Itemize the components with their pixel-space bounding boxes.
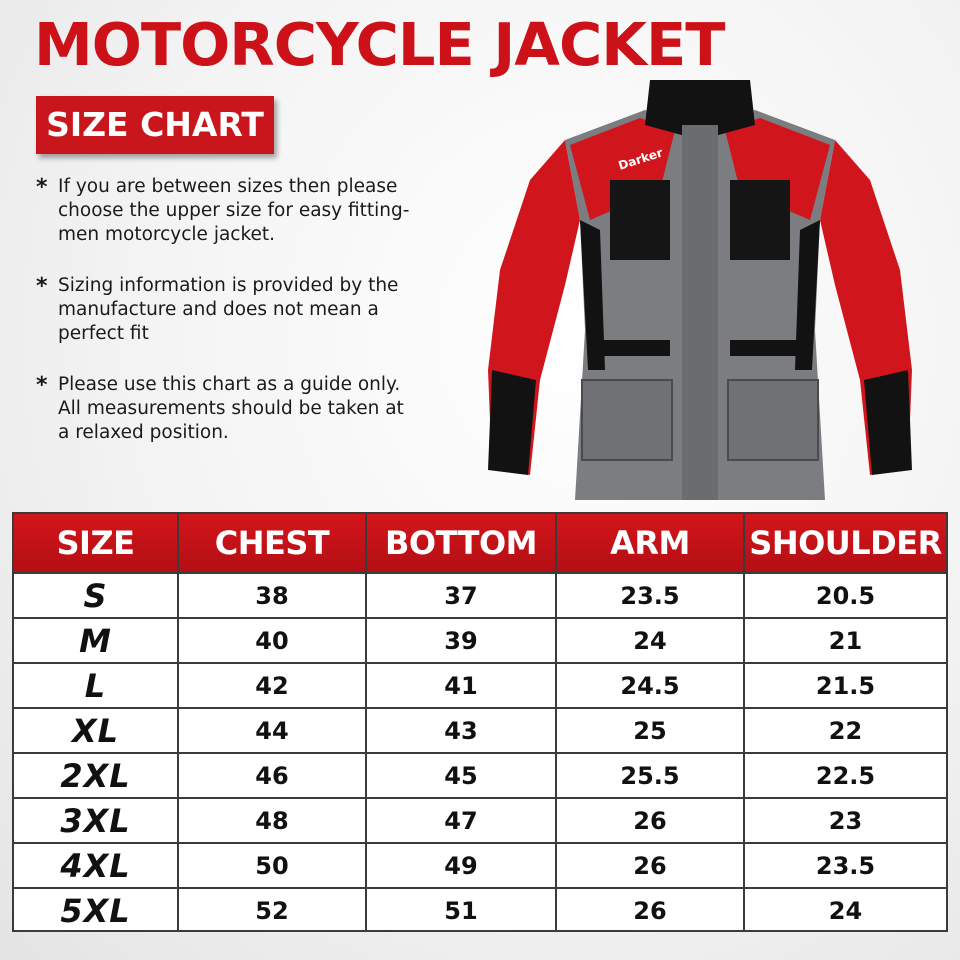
header-size: SIZE [14,514,178,573]
asterisk-bullet: * [36,373,48,398]
table-row [14,888,946,932]
note-item [36,175,436,247]
right-pocket [728,380,818,460]
shoulder-cell: 22.5 [744,753,946,798]
waist-strap-left [590,340,670,356]
table-row [14,798,946,843]
chest-cell: 38 [178,573,366,618]
size-cell: L [14,663,178,708]
bottom-cell: 49 [366,843,556,888]
shoulder-cell: 24 [828,896,863,925]
asterisk-bullet: * [36,175,48,200]
table-row [14,618,946,663]
bottom-cell: 39 [366,618,556,663]
bottom-cell: 37 [366,573,556,618]
size-cell: 4XL [14,843,178,888]
bottom-cell: 45 [366,753,556,798]
table-row [14,663,946,708]
left-chest-vent [610,180,670,260]
table-row [14,573,946,618]
size-cell: 3XL [14,798,178,843]
chest-cell: 44 [178,708,366,753]
asterisk-bullet: * [36,274,48,299]
bottom-cell: 47 [366,798,556,843]
note-text: If you are between sizes then please choose the upper size for easy fitting- men motorcycle jacket. [58,176,410,245]
shoulder-cell: 21 [744,618,946,663]
notes-list [36,175,436,472]
note-text: Sizing information is provided by the manufacture and does not mean a perfect fit [58,275,399,344]
header-shoulder: SHOULDER [744,514,946,573]
chest-cell: 48 [178,798,366,843]
note-item [36,373,436,445]
right-chest-vent [730,180,790,260]
arm-cell: 24.5 [556,663,744,708]
chest-cell: 40 [178,618,366,663]
size-cell: M [14,618,178,663]
bottom-cell: 41 [366,663,556,708]
arm-cell: 26 [556,798,744,843]
waist-strap-right [730,340,810,356]
jacket-brand-text: Darker [616,145,665,173]
arm-cell: 24 [556,618,744,663]
chest-cell: 46 [178,753,366,798]
note-text: Please use this chart as a guide only. All measurements should be taken at a relaxed position. [58,374,404,443]
shoulder-cell: 22 [744,708,946,753]
shoulder-cell: 23.5 [744,843,946,888]
size-table [12,512,948,932]
bottom-cell: 43 [366,708,556,753]
chest-cell: 52 [178,888,366,932]
size-cell: 5XL [14,888,178,932]
table-header-row [14,514,946,573]
page-title: MOTORCYCLE JACKET [34,10,725,79]
note-item [36,274,436,346]
arm-cell: 25 [556,708,744,753]
right-sleeve-black [864,370,912,475]
arm-cell: 23.5 [556,573,744,618]
shoulder-cell: 23 [744,798,946,843]
size-cell: 2XL [14,753,178,798]
left-sleeve-black [488,370,536,475]
table-row [14,708,946,753]
size-cell: S [14,573,178,618]
jacket-image [470,70,930,500]
bottom-cell: 51 [366,888,556,932]
arm-cell: 26 [556,888,744,932]
left-pocket [582,380,672,460]
shoulder-cell: 20.5 [744,573,946,618]
center-flap [682,125,718,500]
header-chest: CHEST [178,514,366,573]
size-chart-badge: SIZE CHART [36,96,274,154]
arm-cell: 25.5 [556,753,744,798]
chest-cell: 50 [178,843,366,888]
chest-cell: 42 [178,663,366,708]
header-bottom: BOTTOM [366,514,556,573]
header-arm: ARM [556,514,744,573]
arm-cell: 26 [556,843,744,888]
shoulder-cell: 21.5 [744,663,946,708]
size-cell: XL [14,708,178,753]
table-row [14,843,946,888]
table-row [14,753,946,798]
